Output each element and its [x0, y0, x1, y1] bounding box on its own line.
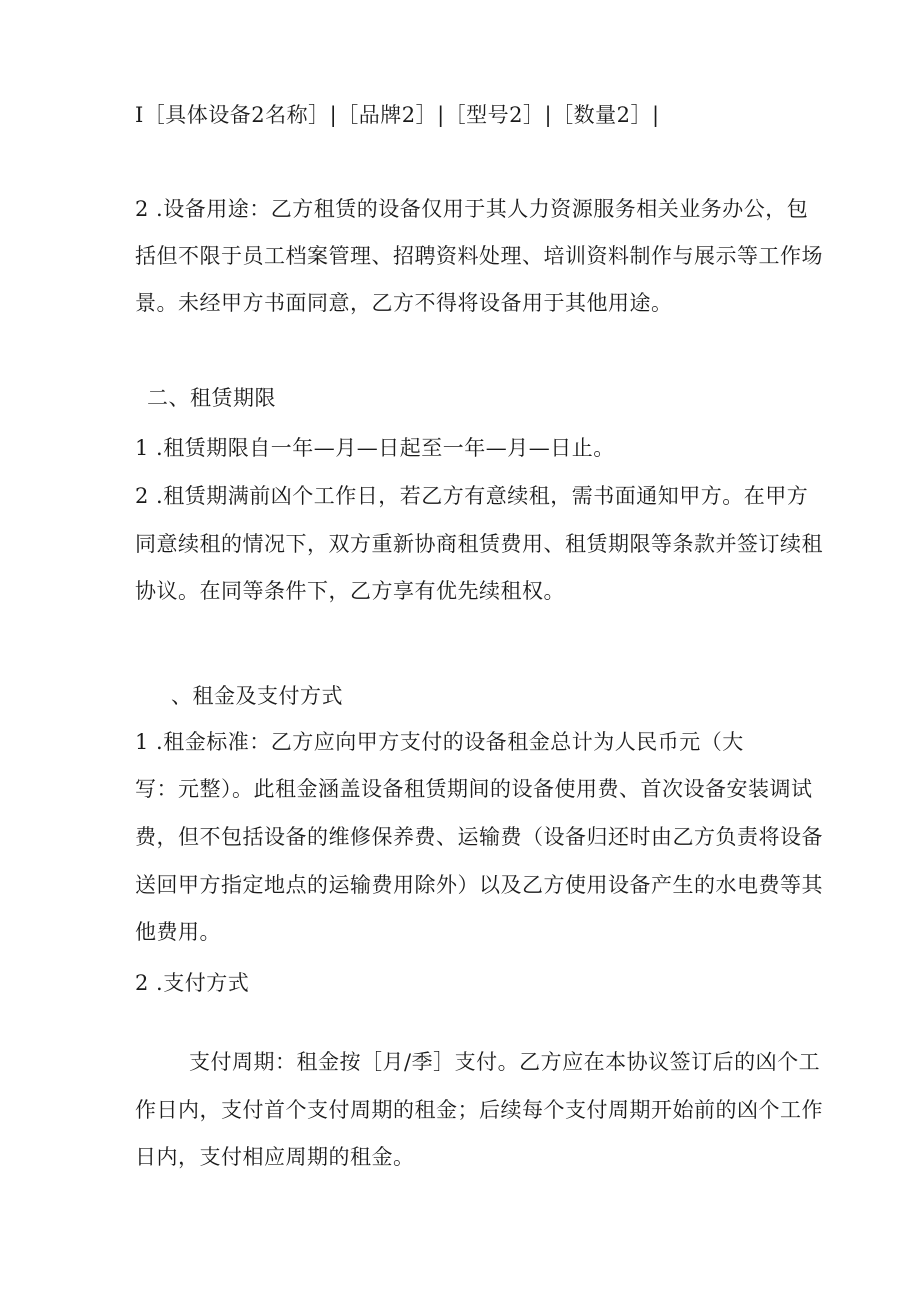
lease-term-item-2-line-1: 2 .租赁期满前凶个工作日，若乙方有意续租，需书面通知甲方。在甲方: [135, 484, 809, 508]
section-3-heading: 、租金及支付方式: [171, 684, 343, 708]
lease-term-item-2-line-3: 协议。在同等条件下，乙方享有优先续租权。: [135, 579, 565, 603]
rent-item-1-line-5: 他费用。: [135, 920, 221, 944]
rent-item-1-line-4: 送回甲方指定地点的运输费用除外）以及乙方使用设备产生的水电费等其: [135, 873, 823, 897]
section-2-heading: 二、租赁期限: [147, 386, 276, 410]
rent-item-1-line-2: 写：元整）。此租金涵盖设备租赁期间的设备使用费、首次设备安装调试: [135, 777, 813, 801]
equipment-table-row: I［具体设备2名称］|［品牌2］|［型号2］|［数量2］|: [135, 103, 660, 127]
lease-term-item-1: 1 .租赁期限自一年—月—日起至一年—月—日止。: [135, 436, 615, 460]
usage-line-2: 括但不限于员工档案管理、招聘资料处理、培训资料制作与展示等工作场: [135, 244, 823, 268]
payment-cycle-line-1: 支付周期：租金按［月/季］支付。乙方应在本协议签订后的凶个工: [189, 1050, 821, 1074]
rent-item-1-line-3: 费，但不包括设备的维修保养费、运输费（设备归还时由乙方负责将设备: [135, 825, 823, 849]
payment-method-item: 2 .支付方式: [135, 971, 250, 995]
payment-cycle-line-3: 日内，支付相应周期的租金。: [135, 1145, 415, 1169]
usage-line-3: 景。未经甲方书面同意，乙方不得将设备用于其他用途。: [135, 291, 673, 315]
rent-item-1-line-1: 1 .租金标准：乙方应向甲方支付的设备租金总计为人民币元（大: [135, 730, 744, 754]
usage-line-1: 2 .设备用途：乙方租赁的设备仅用于其人力资源服务相关业务办公，包: [135, 197, 809, 221]
lease-term-item-2-line-2: 同意续租的情况下，双方重新协商租赁费用、租赁期限等条款并签订续租: [135, 532, 823, 556]
payment-cycle-line-2: 作日内，支付首个支付周期的租金；后续每个支付周期开始前的凶个工作: [135, 1098, 823, 1122]
